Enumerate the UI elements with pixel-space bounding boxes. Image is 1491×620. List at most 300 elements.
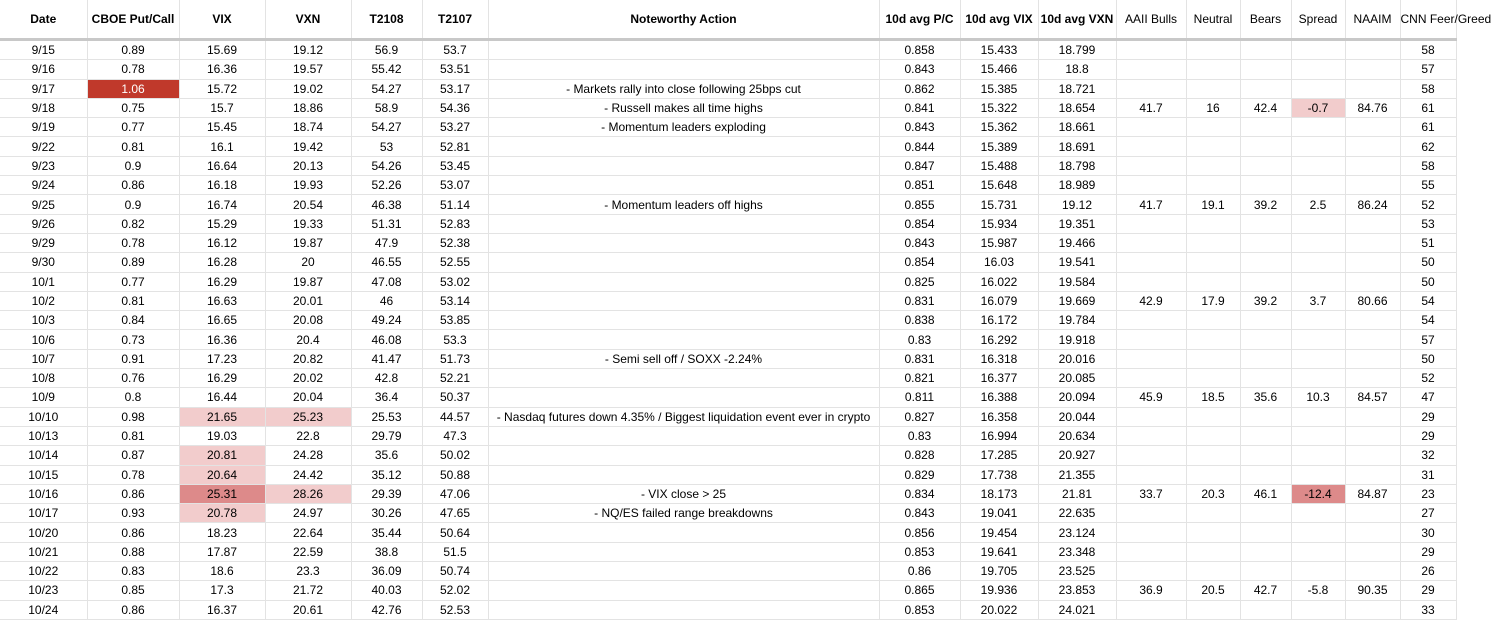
cell-avg-vix[interactable]: 16.292 (960, 330, 1038, 349)
cell-t2108[interactable]: 51.31 (351, 214, 422, 233)
cell-avg-pc[interactable]: 0.843 (879, 60, 960, 79)
cell-vix[interactable]: 17.87 (179, 542, 265, 561)
cell-avg-pc[interactable]: 0.854 (879, 214, 960, 233)
cell-date[interactable]: 10/8 (0, 369, 87, 388)
cell-avg-vix[interactable]: 16.377 (960, 369, 1038, 388)
cell-t2108[interactable]: 41.47 (351, 349, 422, 368)
cell-aaii-bulls[interactable] (1116, 233, 1186, 252)
cell-avg-vxn[interactable]: 19.784 (1038, 311, 1116, 330)
cell-spread[interactable] (1291, 156, 1345, 175)
cell-noteworthy-action[interactable] (488, 253, 879, 272)
cell-t2108[interactable]: 42.8 (351, 369, 422, 388)
cell-noteworthy-action[interactable] (488, 233, 879, 252)
cell-t2107[interactable]: 53.14 (422, 291, 488, 310)
cell-neutral[interactable] (1186, 176, 1240, 195)
cell-fear-greed[interactable]: 23 (1400, 484, 1456, 503)
cell-naaim[interactable] (1345, 542, 1400, 561)
cell-vix[interactable]: 16.28 (179, 253, 265, 272)
cell-fear-greed[interactable]: 31 (1400, 465, 1456, 484)
cell-neutral[interactable] (1186, 330, 1240, 349)
cell-t2107[interactable]: 53.3 (422, 330, 488, 349)
cell-bears[interactable]: 35.6 (1240, 388, 1291, 407)
cell-bears[interactable] (1240, 156, 1291, 175)
cell-avg-pc[interactable]: 0.821 (879, 369, 960, 388)
cell-put-call[interactable]: 0.76 (87, 369, 179, 388)
cell-date[interactable]: 9/23 (0, 156, 87, 175)
cell-date[interactable]: 9/22 (0, 137, 87, 156)
cell-avg-pc[interactable]: 0.838 (879, 311, 960, 330)
cell-vix[interactable]: 17.3 (179, 581, 265, 600)
cell-avg-vxn[interactable]: 23.348 (1038, 542, 1116, 561)
cell-put-call[interactable]: 0.83 (87, 562, 179, 581)
cell-t2107[interactable]: 52.81 (422, 137, 488, 156)
cell-noteworthy-action[interactable] (488, 465, 879, 484)
cell-vxn[interactable]: 19.42 (265, 137, 351, 156)
cell-vxn[interactable]: 22.59 (265, 542, 351, 561)
cell-t2108[interactable]: 29.79 (351, 426, 422, 445)
cell-avg-vxn[interactable]: 21.355 (1038, 465, 1116, 484)
cell-t2108[interactable]: 38.8 (351, 542, 422, 561)
cell-avg-vix[interactable]: 16.318 (960, 349, 1038, 368)
cell-aaii-bulls[interactable]: 45.9 (1116, 388, 1186, 407)
cell-t2107[interactable]: 53.7 (422, 40, 488, 60)
cell-neutral[interactable] (1186, 369, 1240, 388)
cell-bears[interactable] (1240, 407, 1291, 426)
header-put-call[interactable]: CBOE Put/Call (87, 0, 179, 40)
cell-naaim[interactable] (1345, 272, 1400, 291)
cell-spread[interactable] (1291, 426, 1345, 445)
cell-noteworthy-action[interactable] (488, 137, 879, 156)
cell-vxn[interactable]: 18.86 (265, 98, 351, 117)
cell-vxn[interactable]: 20.61 (265, 600, 351, 619)
cell-avg-vxn[interactable]: 23.525 (1038, 562, 1116, 581)
cell-bears[interactable] (1240, 176, 1291, 195)
cell-noteworthy-action[interactable] (488, 446, 879, 465)
cell-aaii-bulls[interactable]: 36.9 (1116, 581, 1186, 600)
cell-t2107[interactable]: 52.55 (422, 253, 488, 272)
cell-spread[interactable]: 10.3 (1291, 388, 1345, 407)
cell-avg-vix[interactable]: 20.022 (960, 600, 1038, 619)
cell-avg-vxn[interactable]: 20.085 (1038, 369, 1116, 388)
cell-avg-vxn[interactable]: 18.798 (1038, 156, 1116, 175)
cell-date[interactable]: 10/13 (0, 426, 87, 445)
cell-t2107[interactable]: 47.65 (422, 504, 488, 523)
cell-bears[interactable] (1240, 233, 1291, 252)
cell-vix[interactable]: 15.7 (179, 98, 265, 117)
cell-t2107[interactable]: 50.02 (422, 446, 488, 465)
cell-aaii-bulls[interactable] (1116, 118, 1186, 137)
cell-spread[interactable] (1291, 176, 1345, 195)
cell-t2107[interactable]: 47.06 (422, 484, 488, 503)
cell-vxn[interactable]: 22.64 (265, 523, 351, 542)
cell-aaii-bulls[interactable] (1116, 523, 1186, 542)
cell-t2107[interactable]: 53.51 (422, 60, 488, 79)
cell-fear-greed[interactable]: 51 (1400, 233, 1456, 252)
cell-noteworthy-action[interactable] (488, 581, 879, 600)
cell-vxn[interactable]: 20.01 (265, 291, 351, 310)
cell-avg-pc[interactable]: 0.862 (879, 79, 960, 98)
cell-date[interactable]: 10/16 (0, 484, 87, 503)
cell-date[interactable]: 10/22 (0, 562, 87, 581)
cell-fear-greed[interactable]: 47 (1400, 388, 1456, 407)
cell-aaii-bulls[interactable] (1116, 349, 1186, 368)
cell-t2108[interactable]: 56.9 (351, 40, 422, 60)
cell-avg-vix[interactable]: 16.358 (960, 407, 1038, 426)
cell-t2107[interactable]: 52.21 (422, 369, 488, 388)
cell-noteworthy-action[interactable] (488, 388, 879, 407)
cell-t2108[interactable]: 46.08 (351, 330, 422, 349)
cell-put-call[interactable]: 0.77 (87, 272, 179, 291)
cell-date[interactable]: 9/25 (0, 195, 87, 214)
cell-t2108[interactable]: 29.39 (351, 484, 422, 503)
cell-t2108[interactable]: 46.38 (351, 195, 422, 214)
cell-neutral[interactable] (1186, 407, 1240, 426)
cell-neutral[interactable]: 20.5 (1186, 581, 1240, 600)
cell-neutral[interactable] (1186, 465, 1240, 484)
header-naaim[interactable]: NAAIM (1345, 0, 1400, 40)
cell-date[interactable]: 9/26 (0, 214, 87, 233)
cell-bears[interactable] (1240, 79, 1291, 98)
cell-vix[interactable]: 16.63 (179, 291, 265, 310)
cell-noteworthy-action[interactable]: - Momentum leaders exploding (488, 118, 879, 137)
cell-t2108[interactable]: 47.08 (351, 272, 422, 291)
cell-fear-greed[interactable]: 54 (1400, 291, 1456, 310)
cell-bears[interactable] (1240, 542, 1291, 561)
cell-avg-vix[interactable]: 16.022 (960, 272, 1038, 291)
cell-naaim[interactable] (1345, 562, 1400, 581)
cell-avg-vix[interactable]: 16.388 (960, 388, 1038, 407)
cell-date[interactable]: 10/9 (0, 388, 87, 407)
cell-noteworthy-action[interactable] (488, 523, 879, 542)
cell-put-call[interactable]: 0.78 (87, 465, 179, 484)
header-avg-vxn[interactable]: 10d avg VXN (1038, 0, 1116, 40)
cell-avg-vix[interactable]: 15.466 (960, 60, 1038, 79)
cell-fear-greed[interactable]: 55 (1400, 176, 1456, 195)
cell-t2107[interactable]: 53.17 (422, 79, 488, 98)
cell-bears[interactable] (1240, 504, 1291, 523)
cell-date[interactable]: 9/29 (0, 233, 87, 252)
cell-noteworthy-action[interactable] (488, 40, 879, 60)
cell-avg-vxn[interactable]: 19.541 (1038, 253, 1116, 272)
cell-vix[interactable]: 16.64 (179, 156, 265, 175)
cell-noteworthy-action[interactable]: - Russell makes all time highs (488, 98, 879, 117)
cell-avg-vxn[interactable]: 18.721 (1038, 79, 1116, 98)
cell-fear-greed[interactable]: 29 (1400, 426, 1456, 445)
cell-t2107[interactable]: 53.45 (422, 156, 488, 175)
cell-neutral[interactable] (1186, 272, 1240, 291)
cell-put-call[interactable]: 0.9 (87, 195, 179, 214)
cell-neutral[interactable] (1186, 137, 1240, 156)
cell-avg-pc[interactable]: 0.844 (879, 137, 960, 156)
cell-avg-pc[interactable]: 0.853 (879, 542, 960, 561)
cell-fear-greed[interactable]: 50 (1400, 349, 1456, 368)
cell-avg-vix[interactable]: 15.433 (960, 40, 1038, 60)
cell-avg-vxn[interactable]: 23.124 (1038, 523, 1116, 542)
cell-bears[interactable] (1240, 426, 1291, 445)
cell-vix[interactable]: 16.36 (179, 60, 265, 79)
cell-fear-greed[interactable]: 53 (1400, 214, 1456, 233)
cell-naaim[interactable] (1345, 330, 1400, 349)
cell-aaii-bulls[interactable] (1116, 253, 1186, 272)
cell-naaim[interactable] (1345, 523, 1400, 542)
cell-vxn[interactable]: 20.54 (265, 195, 351, 214)
cell-t2108[interactable]: 35.44 (351, 523, 422, 542)
cell-aaii-bulls[interactable] (1116, 542, 1186, 561)
cell-bears[interactable]: 39.2 (1240, 195, 1291, 214)
cell-avg-pc[interactable]: 0.831 (879, 349, 960, 368)
cell-put-call[interactable]: 0.85 (87, 581, 179, 600)
cell-put-call[interactable]: 0.86 (87, 176, 179, 195)
cell-neutral[interactable]: 19.1 (1186, 195, 1240, 214)
cell-t2107[interactable]: 52.38 (422, 233, 488, 252)
cell-spread[interactable] (1291, 504, 1345, 523)
cell-date[interactable]: 10/21 (0, 542, 87, 561)
cell-vix[interactable]: 15.72 (179, 79, 265, 98)
cell-vix[interactable]: 16.74 (179, 195, 265, 214)
cell-noteworthy-action[interactable] (488, 60, 879, 79)
cell-t2107[interactable]: 53.07 (422, 176, 488, 195)
cell-avg-vix[interactable]: 15.987 (960, 233, 1038, 252)
header-aaii-bulls[interactable]: AAII Bulls (1116, 0, 1186, 40)
cell-spread[interactable] (1291, 311, 1345, 330)
cell-spread[interactable]: -0.7 (1291, 98, 1345, 117)
cell-t2108[interactable]: 54.26 (351, 156, 422, 175)
cell-vix[interactable]: 16.36 (179, 330, 265, 349)
cell-put-call[interactable]: 0.86 (87, 600, 179, 619)
cell-date[interactable]: 9/17 (0, 79, 87, 98)
cell-bears[interactable] (1240, 60, 1291, 79)
cell-spread[interactable] (1291, 523, 1345, 542)
header-date[interactable]: Date (0, 0, 87, 40)
header-t2108[interactable]: T2108 (351, 0, 422, 40)
cell-vxn[interactable]: 20.02 (265, 369, 351, 388)
cell-neutral[interactable] (1186, 79, 1240, 98)
cell-aaii-bulls[interactable] (1116, 600, 1186, 619)
cell-naaim[interactable] (1345, 465, 1400, 484)
cell-put-call[interactable]: 0.88 (87, 542, 179, 561)
cell-spread[interactable] (1291, 214, 1345, 233)
cell-bears[interactable] (1240, 562, 1291, 581)
cell-t2108[interactable]: 35.6 (351, 446, 422, 465)
cell-fear-greed[interactable]: 50 (1400, 272, 1456, 291)
cell-neutral[interactable] (1186, 40, 1240, 60)
cell-aaii-bulls[interactable] (1116, 272, 1186, 291)
header-vix[interactable]: VIX (179, 0, 265, 40)
cell-fear-greed[interactable]: 57 (1400, 60, 1456, 79)
cell-avg-vix[interactable]: 15.385 (960, 79, 1038, 98)
cell-vxn[interactable]: 19.12 (265, 40, 351, 60)
cell-date[interactable]: 10/2 (0, 291, 87, 310)
cell-avg-pc[interactable]: 0.855 (879, 195, 960, 214)
cell-t2108[interactable]: 47.9 (351, 233, 422, 252)
cell-noteworthy-action[interactable]: - Momentum leaders off highs (488, 195, 879, 214)
cell-put-call[interactable]: 0.8 (87, 388, 179, 407)
cell-t2108[interactable]: 46 (351, 291, 422, 310)
cell-noteworthy-action[interactable]: - Nasdaq futures down 4.35% / Biggest liquidation event ever in crypto (488, 407, 879, 426)
cell-bears[interactable]: 42.4 (1240, 98, 1291, 117)
cell-avg-vix[interactable]: 17.285 (960, 446, 1038, 465)
cell-fear-greed[interactable]: 33 (1400, 600, 1456, 619)
cell-t2108[interactable]: 53 (351, 137, 422, 156)
cell-put-call[interactable]: 0.81 (87, 426, 179, 445)
cell-t2108[interactable]: 36.09 (351, 562, 422, 581)
cell-vix[interactable]: 17.23 (179, 349, 265, 368)
cell-avg-pc[interactable]: 0.847 (879, 156, 960, 175)
cell-spread[interactable] (1291, 137, 1345, 156)
cell-avg-vxn[interactable]: 18.661 (1038, 118, 1116, 137)
cell-noteworthy-action[interactable]: - NQ/ES failed range breakdowns (488, 504, 879, 523)
cell-t2108[interactable]: 54.27 (351, 79, 422, 98)
cell-avg-vix[interactable]: 16.994 (960, 426, 1038, 445)
cell-t2107[interactable]: 53.02 (422, 272, 488, 291)
cell-avg-vxn[interactable]: 18.654 (1038, 98, 1116, 117)
cell-aaii-bulls[interactable] (1116, 40, 1186, 60)
cell-vix[interactable]: 15.45 (179, 118, 265, 137)
cell-put-call[interactable]: 0.89 (87, 40, 179, 60)
header-avg-vix[interactable]: 10d avg VIX (960, 0, 1038, 40)
cell-vix[interactable]: 20.64 (179, 465, 265, 484)
cell-neutral[interactable]: 16 (1186, 98, 1240, 117)
cell-vix[interactable]: 16.29 (179, 369, 265, 388)
cell-fear-greed[interactable]: 29 (1400, 407, 1456, 426)
cell-avg-pc[interactable]: 0.828 (879, 446, 960, 465)
cell-noteworthy-action[interactable] (488, 542, 879, 561)
cell-avg-vix[interactable]: 15.648 (960, 176, 1038, 195)
cell-vxn[interactable]: 19.87 (265, 272, 351, 291)
cell-vix[interactable]: 16.37 (179, 600, 265, 619)
cell-naaim[interactable] (1345, 504, 1400, 523)
cell-avg-vxn[interactable]: 19.584 (1038, 272, 1116, 291)
cell-noteworthy-action[interactable] (488, 426, 879, 445)
cell-t2107[interactable]: 44.57 (422, 407, 488, 426)
cell-put-call[interactable]: 0.89 (87, 253, 179, 272)
cell-date[interactable]: 10/24 (0, 600, 87, 619)
cell-bears[interactable]: 39.2 (1240, 291, 1291, 310)
header-vxn[interactable]: VXN (265, 0, 351, 40)
cell-avg-vix[interactable]: 15.362 (960, 118, 1038, 137)
cell-aaii-bulls[interactable] (1116, 79, 1186, 98)
cell-neutral[interactable] (1186, 600, 1240, 619)
cell-avg-pc[interactable]: 0.843 (879, 233, 960, 252)
cell-naaim[interactable] (1345, 407, 1400, 426)
cell-avg-vxn[interactable]: 19.669 (1038, 291, 1116, 310)
cell-aaii-bulls[interactable] (1116, 465, 1186, 484)
cell-vix[interactable]: 18.23 (179, 523, 265, 542)
cell-avg-pc[interactable]: 0.834 (879, 484, 960, 503)
cell-vxn[interactable]: 19.02 (265, 79, 351, 98)
cell-vxn[interactable]: 20 (265, 253, 351, 272)
cell-naaim[interactable] (1345, 349, 1400, 368)
cell-spread[interactable]: -5.8 (1291, 581, 1345, 600)
cell-t2107[interactable]: 52.83 (422, 214, 488, 233)
cell-vxn[interactable]: 24.28 (265, 446, 351, 465)
cell-noteworthy-action[interactable] (488, 176, 879, 195)
cell-bears[interactable] (1240, 446, 1291, 465)
cell-noteworthy-action[interactable] (488, 214, 879, 233)
cell-avg-pc[interactable]: 0.825 (879, 272, 960, 291)
cell-date[interactable]: 10/3 (0, 311, 87, 330)
cell-naaim[interactable] (1345, 40, 1400, 60)
cell-t2107[interactable]: 50.74 (422, 562, 488, 581)
header-avg-pc[interactable]: 10d avg P/C (879, 0, 960, 40)
cell-noteworthy-action[interactable]: - VIX close > 25 (488, 484, 879, 503)
cell-avg-pc[interactable]: 0.831 (879, 291, 960, 310)
cell-put-call[interactable]: 0.81 (87, 137, 179, 156)
cell-bears[interactable] (1240, 523, 1291, 542)
cell-date[interactable]: 9/16 (0, 60, 87, 79)
cell-date[interactable]: 9/18 (0, 98, 87, 117)
cell-vxn[interactable]: 20.13 (265, 156, 351, 175)
header-noteworthy-action[interactable]: Noteworthy Action (488, 0, 879, 40)
cell-vxn[interactable]: 24.97 (265, 504, 351, 523)
cell-avg-vix[interactable]: 15.934 (960, 214, 1038, 233)
cell-naaim[interactable] (1345, 600, 1400, 619)
header-bears[interactable]: Bears (1240, 0, 1291, 40)
cell-vix[interactable]: 16.29 (179, 272, 265, 291)
cell-vix[interactable]: 20.78 (179, 504, 265, 523)
cell-put-call[interactable]: 1.06 (87, 79, 179, 98)
cell-spread[interactable] (1291, 253, 1345, 272)
cell-spread[interactable] (1291, 118, 1345, 137)
cell-naaim[interactable]: 84.87 (1345, 484, 1400, 503)
cell-avg-pc[interactable]: 0.86 (879, 562, 960, 581)
cell-t2108[interactable]: 55.42 (351, 60, 422, 79)
cell-avg-pc[interactable]: 0.83 (879, 330, 960, 349)
cell-spread[interactable] (1291, 542, 1345, 561)
cell-avg-pc[interactable]: 0.843 (879, 504, 960, 523)
cell-vix[interactable]: 25.31 (179, 484, 265, 503)
cell-neutral[interactable] (1186, 542, 1240, 561)
cell-aaii-bulls[interactable] (1116, 156, 1186, 175)
cell-aaii-bulls[interactable] (1116, 137, 1186, 156)
cell-put-call[interactable]: 0.86 (87, 523, 179, 542)
cell-vix[interactable]: 18.6 (179, 562, 265, 581)
cell-spread[interactable] (1291, 60, 1345, 79)
cell-fear-greed[interactable]: 54 (1400, 311, 1456, 330)
cell-neutral[interactable]: 17.9 (1186, 291, 1240, 310)
cell-aaii-bulls[interactable] (1116, 311, 1186, 330)
cell-t2108[interactable]: 58.9 (351, 98, 422, 117)
cell-naaim[interactable]: 84.76 (1345, 98, 1400, 117)
cell-vxn[interactable]: 25.23 (265, 407, 351, 426)
cell-spread[interactable] (1291, 369, 1345, 388)
cell-naaim[interactable] (1345, 79, 1400, 98)
cell-vxn[interactable]: 18.74 (265, 118, 351, 137)
cell-put-call[interactable]: 0.91 (87, 349, 179, 368)
cell-naaim[interactable] (1345, 369, 1400, 388)
cell-spread[interactable] (1291, 407, 1345, 426)
cell-put-call[interactable]: 0.87 (87, 446, 179, 465)
cell-avg-vxn[interactable]: 19.466 (1038, 233, 1116, 252)
cell-bears[interactable] (1240, 118, 1291, 137)
cell-aaii-bulls[interactable] (1116, 369, 1186, 388)
cell-t2107[interactable]: 50.37 (422, 388, 488, 407)
cell-t2107[interactable]: 52.53 (422, 600, 488, 619)
cell-avg-vxn[interactable]: 18.8 (1038, 60, 1116, 79)
cell-avg-vxn[interactable]: 19.918 (1038, 330, 1116, 349)
cell-aaii-bulls[interactable] (1116, 176, 1186, 195)
cell-vix[interactable]: 19.03 (179, 426, 265, 445)
cell-fear-greed[interactable]: 62 (1400, 137, 1456, 156)
cell-date[interactable]: 10/20 (0, 523, 87, 542)
cell-avg-vix[interactable]: 16.079 (960, 291, 1038, 310)
cell-put-call[interactable]: 0.81 (87, 291, 179, 310)
cell-naaim[interactable] (1345, 176, 1400, 195)
cell-t2108[interactable]: 25.53 (351, 407, 422, 426)
cell-bears[interactable] (1240, 600, 1291, 619)
cell-date[interactable]: 10/1 (0, 272, 87, 291)
cell-fear-greed[interactable]: 29 (1400, 581, 1456, 600)
